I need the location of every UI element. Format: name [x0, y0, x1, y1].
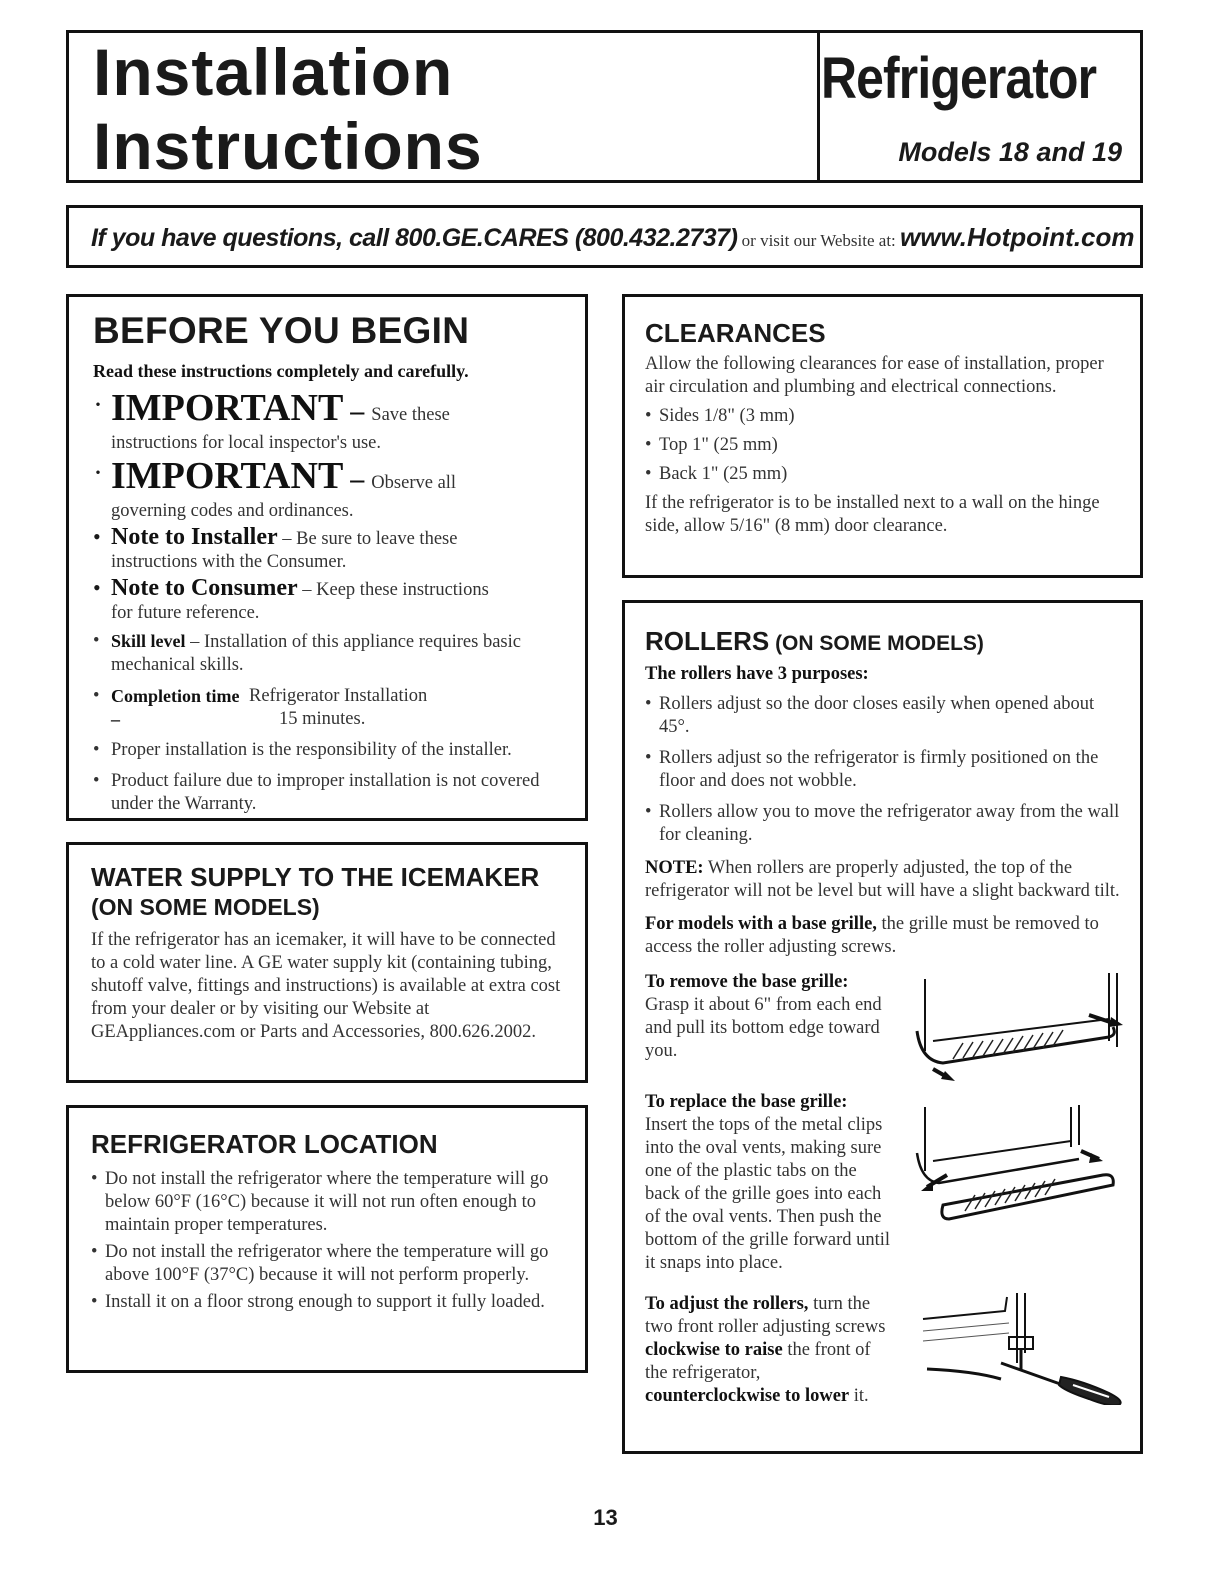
remove-grille-illustration	[903, 971, 1125, 1083]
important-item-2: · IMPORTANT – Observe all	[93, 455, 457, 497]
product-name: Refrigerator	[821, 46, 1097, 111]
warranty-item: • Product failure due to improper installation is not covered under the Warranty.	[93, 771, 540, 814]
rollers-title: ROLLERS (ON SOME MODELS)	[645, 626, 984, 656]
contact-question: If you have questions, call 800.GE.CARES (800.432.2737)	[91, 224, 738, 252]
replace-grille-block: To replace the base grille: Insert the tops of the metal clips into the oval vents, making sure one of the plastic tabs on the back of the grille goes into each of the oval vents. Then push the bottom of the grille forward until it snaps into place.	[645, 1091, 1127, 1283]
clearances-title: CLEARANCES	[645, 318, 826, 348]
location-title: REFRIGERATOR LOCATION	[91, 1129, 438, 1159]
important-item-1: · IMPORTANT – Save these	[93, 387, 450, 429]
refrigerator-location-section	[66, 1105, 588, 1373]
responsibility-item: • Proper installation is the responsibility of the installer.	[93, 740, 512, 760]
before-subtitle: Read these instructions completely and carefully.	[93, 361, 469, 381]
location-item: • Install it on a floor strong enough to support it fully loaded.	[91, 1292, 545, 1312]
important-heading: IMPORTANT	[111, 387, 344, 429]
header-box	[66, 30, 1143, 183]
clearances-hinge-note: If the refrigerator is to be installed next to a wall on the hinge side, allow 5/16" (8 mm) door clearance.	[645, 493, 1100, 536]
water-subtitle: (ON SOME MODELS)	[91, 894, 320, 920]
clearances-intro: Allow the following clearances for ease of installation, proper air circulation and plumbing and electrical connections.	[645, 354, 1104, 397]
rollers-grille-note: For models with a base grille, the grille must be removed to access the roller adjusting screws.	[645, 914, 1099, 957]
page-number: 13	[593, 1505, 618, 1530]
note-to-consumer: • Note to Consumer – Keep these instructions	[93, 575, 489, 601]
before-title: BEFORE YOU BEGIN	[93, 310, 470, 351]
roller-item: • Rollers adjust so the refrigerator is firmly positioned on the floor and does not wobble.	[645, 748, 1099, 791]
contact-line	[91, 222, 1135, 253]
adjust-rollers-block: To adjust the rollers, turn the two front roller adjusting screws clockwise to raise the front of the refrigerator, counterclockwise to lower it.	[645, 1293, 1127, 1405]
water-text: If the refrigerator has an icemaker, it will have to be connected to a cold water line. A GE water supply kit (containing tubing, shutoff valve, fittings and instructions) is available at extra cost from your dealer or by visiting our Website at GEAppliances.com or Parts and Accessories, 800.626.2002.	[91, 930, 561, 1042]
important-heading: IMPORTANT	[111, 455, 344, 497]
models-label: Models 18 and 19	[898, 137, 1122, 167]
roller-item: • Rollers adjust so the door closes easily when opened about 45°.	[645, 694, 1095, 737]
clearance-item: • Back 1" (25 mm)	[645, 464, 788, 484]
completion-time-item: • Completion time – Refrigerator Installation 15 minutes.	[93, 686, 428, 729]
clearance-item: • Top 1" (25 mm)	[645, 435, 778, 455]
before-you-begin-section: BEFORE YOU BEGIN Read these instructions completely and carefully. · IMPORTANT – Save these instructions for local inspector's use. · IMPORTANT – Observe all governing codes and ordinances. • Note to Installer – Be sure to leave these instructions with the Consumer. • Note to Consumer – Keep these instructions for future reference. • Skill level – Installation of this appliance requires basic mechanical skills. • Completion time – Refrigerator Installation 15 minutes. • Proper installation is the responsibility of the installer. • Product failure due to improper installation is not covered under the Warranty.	[66, 294, 588, 821]
rollers-section	[622, 600, 1143, 1454]
note-to-installer: • Note to Installer – Be sure to leave these	[93, 524, 458, 550]
remove-grille-block: To remove the base grille: Grasp it about 6" from each end and pull its bottom edge toward you.	[645, 971, 1127, 1079]
location-item: • Do not install the refrigerator where the temperature will go above 100°F (37°C) because it will not perform properly.	[91, 1242, 549, 1285]
title-line-1: Installation	[93, 35, 454, 109]
adjust-rollers-illustration	[913, 1293, 1125, 1405]
rollers-note: NOTE: When rollers are properly adjusted, the top of the refrigerator will not be level but will have a slight backward tilt.	[645, 858, 1120, 901]
water-supply-section	[66, 842, 588, 1083]
document-title	[93, 35, 483, 183]
water-title: WATER SUPPLY TO THE ICEMAKER	[91, 862, 540, 892]
roller-item: • Rollers allow you to move the refrigerator away from the wall for cleaning.	[645, 802, 1120, 845]
replace-grille-illustration	[903, 1101, 1125, 1241]
contact-bar	[66, 205, 1143, 268]
clearance-item: • Sides 1/8" (3 mm)	[645, 406, 795, 426]
title-line-2: Instructions	[93, 109, 483, 183]
rollers-purposes: The rollers have 3 purposes:	[645, 664, 869, 684]
location-item: • Do not install the refrigerator where the temperature will go below 60°F (16°C) because it will not run often enough to maintain proper temperatures.	[91, 1169, 549, 1235]
skill-level-item: • Skill level – Installation of this appliance requires basic mechanical skills.	[93, 631, 521, 675]
contact-or-visit: or visit our Website at:	[737, 231, 901, 250]
website-link[interactable]: www.Hotpoint.com	[900, 222, 1135, 252]
header-divider	[817, 33, 820, 180]
clearances-section	[622, 294, 1143, 578]
